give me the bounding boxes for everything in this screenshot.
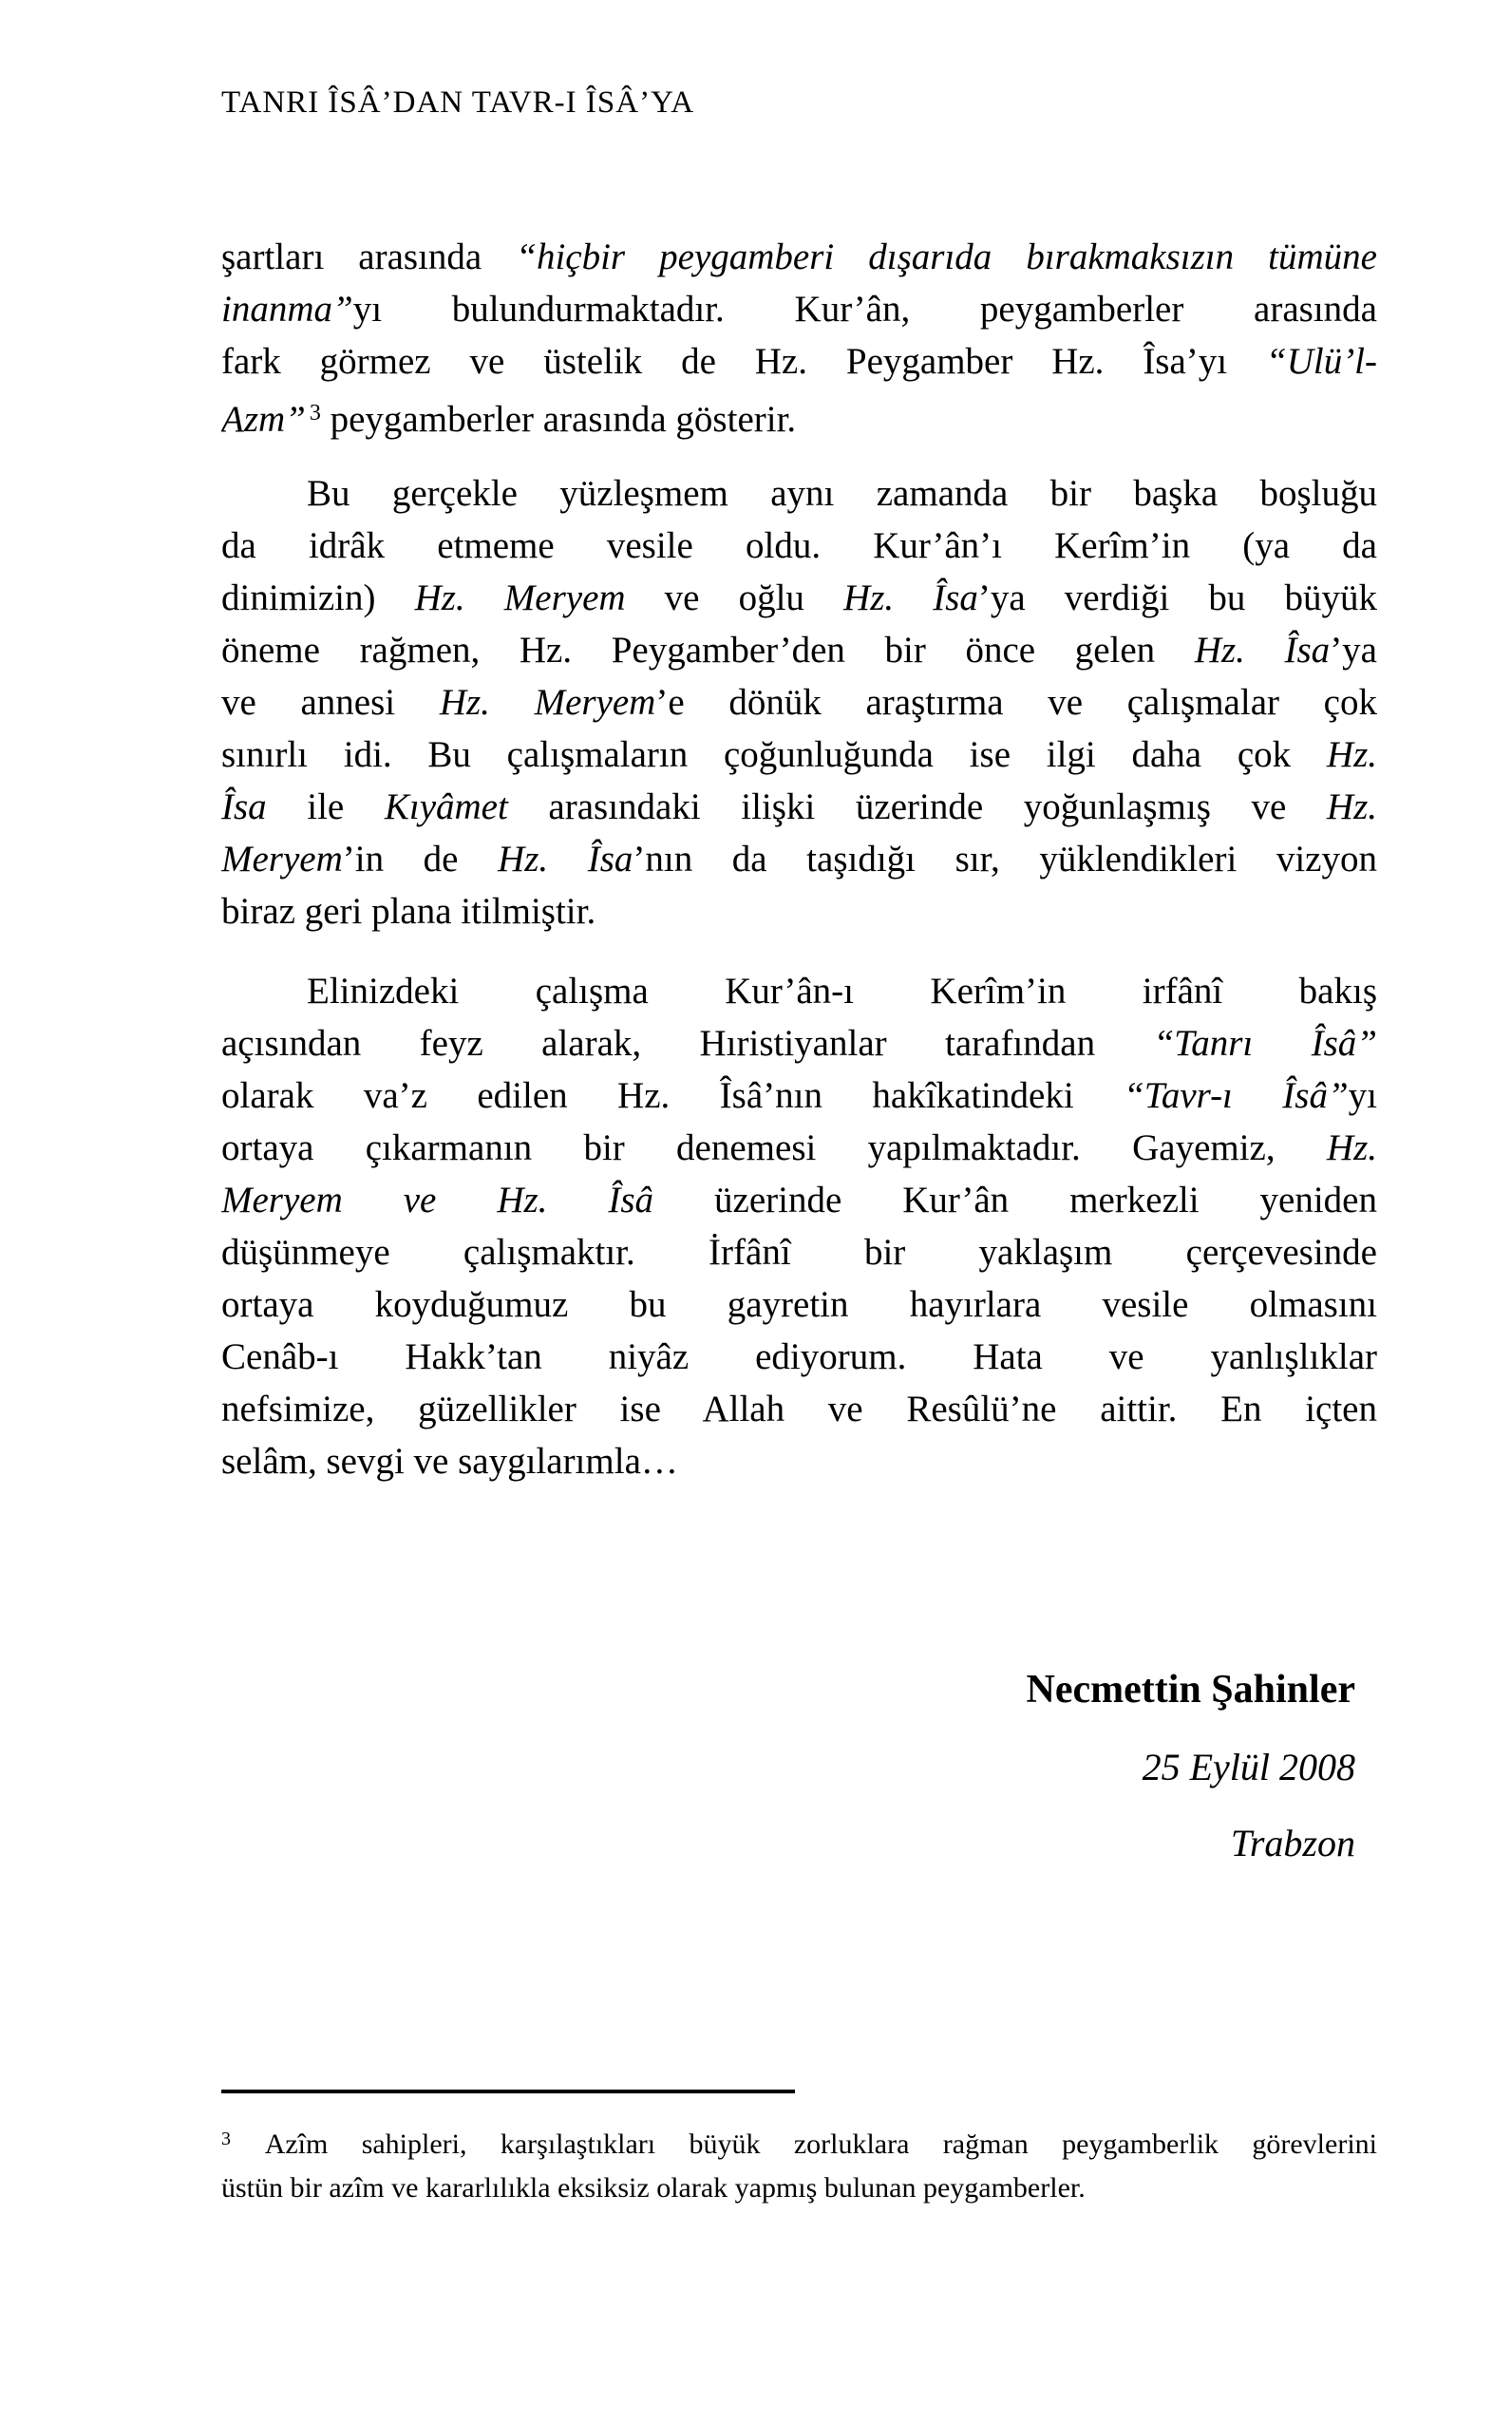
text-segment: Meryem (221, 839, 343, 880)
footnote-reference-superscript: 3 (221, 2129, 231, 2149)
text-line (221, 728, 1377, 781)
text-segment: Meryem ve Hz. Îsâ (221, 1180, 654, 1220)
text-segment: Hz. Meryem (439, 682, 656, 723)
text-segment: ortaya çıkarmanın bir denemesi yapılmaktadır. Gayemiz, (221, 1127, 1327, 1168)
text-segment: nefsimize, güzellikler ise Allah ve Resûlü’ne aittir. En içten (221, 1389, 1377, 1429)
text-line (221, 1383, 1377, 1435)
text-line (221, 1069, 1377, 1122)
text-segment: Hz. (1326, 1127, 1377, 1168)
text-segment: düşünmeye çalışmaktır. İrfânî bir yaklaşım çerçevesinde (221, 1232, 1377, 1273)
text-segment: öneme rağmen, Hz. Peygamber’den bir önce gelen (221, 630, 1195, 671)
text-segment: Kıyâmet (384, 786, 508, 827)
text-segment: ’e dönük araştırma ve çalışmalar çok (655, 682, 1377, 723)
text-segment: Azm” (221, 399, 306, 440)
text-segment: arasındaki ilişki üzerinde yoğunlaşmış ve (507, 786, 1327, 827)
running-header: TANRI ÎSÂ’DAN TAVR-I ÎSÂ’YA (221, 85, 695, 120)
text-segment: fark görmez ve üstelik de Hz. Peygamber Hz. Îsa’yı (221, 341, 1266, 382)
text-segment: ile (266, 786, 385, 827)
text-segment: ’ya (1330, 630, 1377, 671)
text-segment: ortaya koyduğumuz bu gayretin hayırlara vesile olmasını (221, 1284, 1377, 1325)
text-segment: inanma” (221, 289, 353, 330)
text-segment: da idrâk etmeme vesile oldu. Kur’ân’ı Kerîm’in (ya da (221, 525, 1377, 566)
text-segment: biraz geri plana itilmiştir. (221, 891, 596, 932)
text-segment: Azîm sahipleri, karşılaştıkları büyük zorluklara rağman peygamberlik görevlerini (233, 2129, 1377, 2160)
text-line (221, 2114, 1377, 2164)
text-segment: Cenâb-ı Hakk’tan niyâz ediyorum. Hata ve yanlışlıklar (221, 1336, 1377, 1377)
body-text (221, 231, 1377, 1487)
text-segment: “Tavr-ı Îsâ” (1124, 1075, 1349, 1116)
text-line (221, 1278, 1377, 1331)
text-segment: üzerinde Kur’ân merkezli yeniden (653, 1180, 1377, 1220)
text-line (221, 781, 1377, 833)
text-segment: Hz. Meryem (414, 577, 626, 618)
text-line (221, 2164, 1377, 2213)
paragraph (221, 467, 1377, 937)
text-segment: açısından feyz alarak, Hıristiyanlar tarafından (221, 1023, 1154, 1064)
text-line (221, 388, 1377, 440)
paragraph (221, 965, 1377, 1487)
signature-place: Trabzon (1230, 1822, 1355, 1864)
text-segment: olarak va’z edilen Hz. Îsâ’nın hakîkatindeki (221, 1075, 1125, 1116)
text-line (221, 833, 1377, 885)
footnote-text (221, 2114, 1377, 2213)
text-line (221, 283, 1377, 335)
text-line (221, 467, 1377, 520)
text-line (221, 335, 1377, 388)
text-segment: ve oğlu (625, 577, 844, 618)
footnote-reference-superscript: 3 (309, 401, 321, 426)
text-segment: yı bulundurmaktadır. Kur’ân, peygamberler arasında (352, 289, 1377, 330)
signature-date: 25 Eylül 2008 (1142, 1746, 1355, 1788)
text-segment: Hz. Îsa (1194, 630, 1331, 671)
paragraph (221, 231, 1377, 440)
text-segment: ve annesi (221, 682, 440, 723)
text-segment: sınırlı idi. Bu çalışmaların çoğunluğunda ise ilgi daha çok (221, 734, 1327, 775)
text-segment: dinimizin) (221, 577, 415, 618)
footnote-separator-rule (221, 2090, 795, 2093)
text-line (221, 965, 1377, 1017)
text-segment: Hz. (1326, 734, 1377, 775)
text-segment: selâm, sevgi ve saygılarımla… (221, 1441, 678, 1482)
text-line (221, 1122, 1377, 1174)
text-segment: ’in de (342, 839, 499, 880)
text-segment: üstün bir azîm ve kararlılıkla eksiksiz olarak yapmış bulunan peygamberler. (221, 2172, 1086, 2204)
signature-block (221, 1664, 1355, 1869)
text-segment: yı (1348, 1075, 1377, 1116)
text-segment: ’ya verdiği bu büyük (977, 577, 1377, 618)
text-line (221, 1017, 1377, 1069)
text-segment: Hz. (1326, 786, 1377, 827)
signature-author-name: Necmettin Şahinler (1026, 1668, 1355, 1712)
text-segment: ’nın da taşıdığı sır, yüklendikleri vizyon (633, 839, 1377, 880)
text-segment: “hiçbir peygamberi dışarıda bırakmaksızın tümüne (516, 237, 1377, 277)
text-segment: Hz. Îsa (843, 577, 978, 618)
text-segment: “Ulü’l- (1266, 341, 1377, 382)
text-line (221, 676, 1377, 728)
text-line (221, 572, 1377, 624)
text-line (221, 1226, 1377, 1278)
text-segment: Îsa (221, 786, 267, 827)
text-segment: Bu gerçekle yüzleşmem aynı zamanda bir başka boşluğu (307, 473, 1377, 514)
text-segment: şartları arasında (221, 237, 517, 277)
text-line (221, 231, 1377, 283)
text-line (221, 1435, 1377, 1487)
text-segment: peygamberler arasında gösterir. (320, 399, 797, 440)
text-line (221, 624, 1377, 676)
text-line (221, 885, 1377, 937)
text-line (221, 520, 1377, 572)
text-segment: “Tanrı Îsâ” (1153, 1023, 1377, 1064)
text-line (221, 1331, 1377, 1383)
text-line (221, 1174, 1377, 1226)
text-segment: Elinizdeki çalışma Kur’ân-ı Kerîm’in irfânî bakış (307, 971, 1377, 1012)
text-segment: Hz. Îsa (498, 839, 633, 880)
